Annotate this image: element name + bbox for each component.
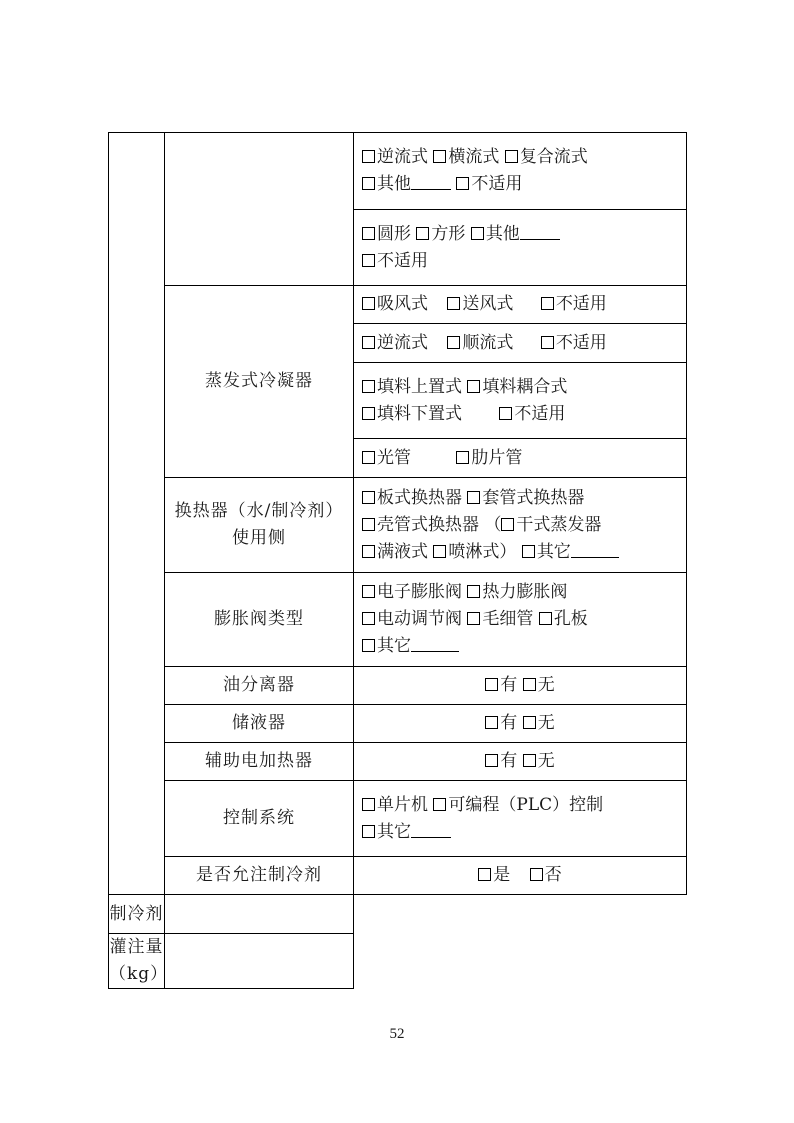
option-label: 其它 xyxy=(377,821,411,842)
checkbox[interactable] xyxy=(362,545,375,558)
row-oil-separator xyxy=(109,667,687,705)
checkbox[interactable] xyxy=(433,150,446,163)
heat-exchanger-label xyxy=(165,478,354,573)
checkbox[interactable] xyxy=(467,380,480,393)
checkbox[interactable] xyxy=(505,150,518,163)
evap-fan-options xyxy=(354,286,687,324)
checkbox[interactable] xyxy=(362,518,375,531)
option-label: 其他 xyxy=(485,223,520,244)
checkbox[interactable] xyxy=(362,491,375,504)
fill-in-blank[interactable] xyxy=(571,543,619,558)
option-label: 填料下置式 xyxy=(377,403,462,424)
option-label: 孔板 xyxy=(553,609,588,629)
option-label: 吸风式 xyxy=(377,294,428,314)
checkbox[interactable] xyxy=(362,254,375,267)
option-label: 其它 xyxy=(377,636,411,656)
refrigerant-value-cell[interactable] xyxy=(165,895,354,934)
charge-amount-value-cell[interactable] xyxy=(165,934,354,989)
option-label: 不适用 xyxy=(514,403,566,424)
evap-condenser-label: 蒸发式冷凝器 xyxy=(165,286,354,478)
checkbox[interactable] xyxy=(467,491,480,504)
checkbox[interactable] xyxy=(362,612,375,625)
expansion-valve-label: 膨胀阀类型 xyxy=(165,573,354,667)
option-label: 无 xyxy=(537,675,555,695)
checkbox[interactable] xyxy=(362,451,375,464)
checkbox[interactable] xyxy=(501,518,514,531)
oil-separator-options xyxy=(354,667,687,705)
checkbox[interactable] xyxy=(362,639,375,652)
option-label: 其它 xyxy=(536,541,571,562)
option-label: 送风式 xyxy=(462,294,514,314)
charge-allowed-label: 是否允注制冷剂 xyxy=(165,857,354,895)
option-label: 否 xyxy=(544,865,562,885)
option-label: 是 xyxy=(493,865,511,885)
checkbox[interactable] xyxy=(456,177,469,190)
option-label: 干式蒸发器 xyxy=(516,514,602,535)
row-evap-fan xyxy=(109,286,687,324)
option-label: 横流式 xyxy=(448,147,500,167)
row-expansion-valve xyxy=(109,573,687,667)
checkbox[interactable] xyxy=(522,545,535,558)
option-label: 无 xyxy=(537,713,555,733)
option-label: 逆流式 xyxy=(377,332,428,353)
checkbox[interactable] xyxy=(523,754,536,767)
fill-in-blank[interactable] xyxy=(411,823,451,838)
checkbox[interactable] xyxy=(471,227,484,240)
control-system-options xyxy=(354,781,687,857)
flow-type-options xyxy=(354,133,687,210)
checkbox[interactable] xyxy=(523,678,536,691)
checkbox[interactable] xyxy=(362,380,375,393)
checkbox[interactable] xyxy=(478,868,491,881)
heat-exchanger-options xyxy=(354,478,687,573)
charge-allowed-options xyxy=(354,857,687,895)
option-label: 满液式 xyxy=(377,541,428,562)
option-label: 壳管式换热器 xyxy=(377,514,479,535)
receiver-options xyxy=(354,705,687,743)
checkbox[interactable] xyxy=(456,451,469,464)
checkbox[interactable] xyxy=(362,177,375,190)
aux-heater-label: 辅助电加热器 xyxy=(165,743,354,781)
page-number: 52 xyxy=(389,1026,405,1042)
option-label: 有 xyxy=(500,713,518,733)
checkbox[interactable] xyxy=(362,336,375,349)
option-label: 不适用 xyxy=(555,332,607,353)
charge-amount-label: 灌注量（kg） xyxy=(109,934,165,989)
row-control-system xyxy=(109,781,687,857)
option-label: 可编程（PLC）控制 xyxy=(448,794,604,815)
control-system-label: 控制系统 xyxy=(165,781,354,857)
checkbox[interactable] xyxy=(362,825,375,838)
option-label: 填料上置式 xyxy=(377,376,462,397)
checkbox[interactable] xyxy=(541,336,554,349)
row-refrigerant xyxy=(109,895,687,934)
option-label: 其他 xyxy=(377,174,411,194)
option-label: 不适用 xyxy=(471,174,523,194)
checkbox[interactable] xyxy=(362,297,375,310)
option-label: 不适用 xyxy=(377,250,428,271)
option-label: 逆流式 xyxy=(377,147,428,167)
evap-tube-options xyxy=(354,439,687,478)
category-column-cell xyxy=(109,133,165,895)
checkbox[interactable] xyxy=(433,545,446,558)
option-label: 不适用 xyxy=(555,294,607,314)
option-label: 顺流式 xyxy=(462,332,514,353)
paren: （ xyxy=(484,514,502,535)
checkbox[interactable] xyxy=(362,798,375,811)
row-charge-allowed xyxy=(109,857,687,895)
evap-flow-options xyxy=(354,324,687,363)
option-label: 方形 xyxy=(431,223,466,244)
option-label: 有 xyxy=(500,675,518,695)
option-label: 填料耦合式 xyxy=(482,376,568,397)
spec-form-table xyxy=(108,132,687,989)
row-charge-amount xyxy=(109,934,687,989)
checkbox[interactable] xyxy=(447,297,460,310)
option-label: 热力膨胀阀 xyxy=(482,582,568,602)
fill-in-blank[interactable] xyxy=(411,637,459,652)
option-label: 有 xyxy=(500,751,518,771)
oil-separator-label: 油分离器 xyxy=(165,667,354,705)
label-line: 换热器（水/制冷剂） xyxy=(174,501,344,521)
option-label: 电动调节阀 xyxy=(377,609,462,629)
option-label: 单片机 xyxy=(377,794,428,815)
option-label: 电子膨胀阀 xyxy=(377,582,462,602)
option-label: 复合流式 xyxy=(519,147,588,167)
option-label: 圆形 xyxy=(377,223,411,244)
checkbox[interactable] xyxy=(447,336,460,349)
receiver-label: 储液器 xyxy=(165,705,354,743)
checkbox[interactable] xyxy=(485,754,498,767)
row-aux-heater xyxy=(109,743,687,781)
checkbox[interactable] xyxy=(467,612,480,625)
checkbox[interactable] xyxy=(485,716,498,729)
checkbox[interactable] xyxy=(541,297,554,310)
option-label: 套管式换热器 xyxy=(482,487,585,508)
expansion-valve-options xyxy=(354,573,687,667)
checkbox[interactable] xyxy=(362,150,375,163)
checkbox[interactable] xyxy=(485,678,498,691)
shape-options xyxy=(354,210,687,286)
option-label: 喷淋式） xyxy=(448,541,517,562)
checkbox[interactable] xyxy=(530,868,543,881)
row-flow-type xyxy=(109,133,687,210)
option-label: 肋片管 xyxy=(471,447,523,468)
option-label: 板式换热器 xyxy=(377,487,462,508)
checkbox[interactable] xyxy=(467,585,480,598)
checkbox[interactable] xyxy=(523,716,536,729)
checkbox[interactable] xyxy=(362,407,375,420)
checkbox[interactable] xyxy=(433,798,446,811)
row-receiver xyxy=(109,705,687,743)
option-label: 无 xyxy=(537,751,555,771)
fill-in-blank[interactable] xyxy=(411,175,451,190)
label-line: 使用侧 xyxy=(232,528,286,548)
option-label: 毛细管 xyxy=(482,609,534,629)
checkbox[interactable] xyxy=(499,407,512,420)
blank-label-cell xyxy=(165,133,354,286)
aux-heater-options xyxy=(354,743,687,781)
evap-fill-options xyxy=(354,363,687,439)
checkbox[interactable] xyxy=(539,612,552,625)
checkbox[interactable] xyxy=(416,227,429,240)
checkbox[interactable] xyxy=(362,585,375,598)
row-heat-exchanger xyxy=(109,478,687,573)
option-label: 光管 xyxy=(377,447,411,468)
refrigerant-label: 制冷剂 xyxy=(109,895,165,934)
fill-in-blank[interactable] xyxy=(520,225,560,240)
checkbox[interactable] xyxy=(362,227,375,240)
